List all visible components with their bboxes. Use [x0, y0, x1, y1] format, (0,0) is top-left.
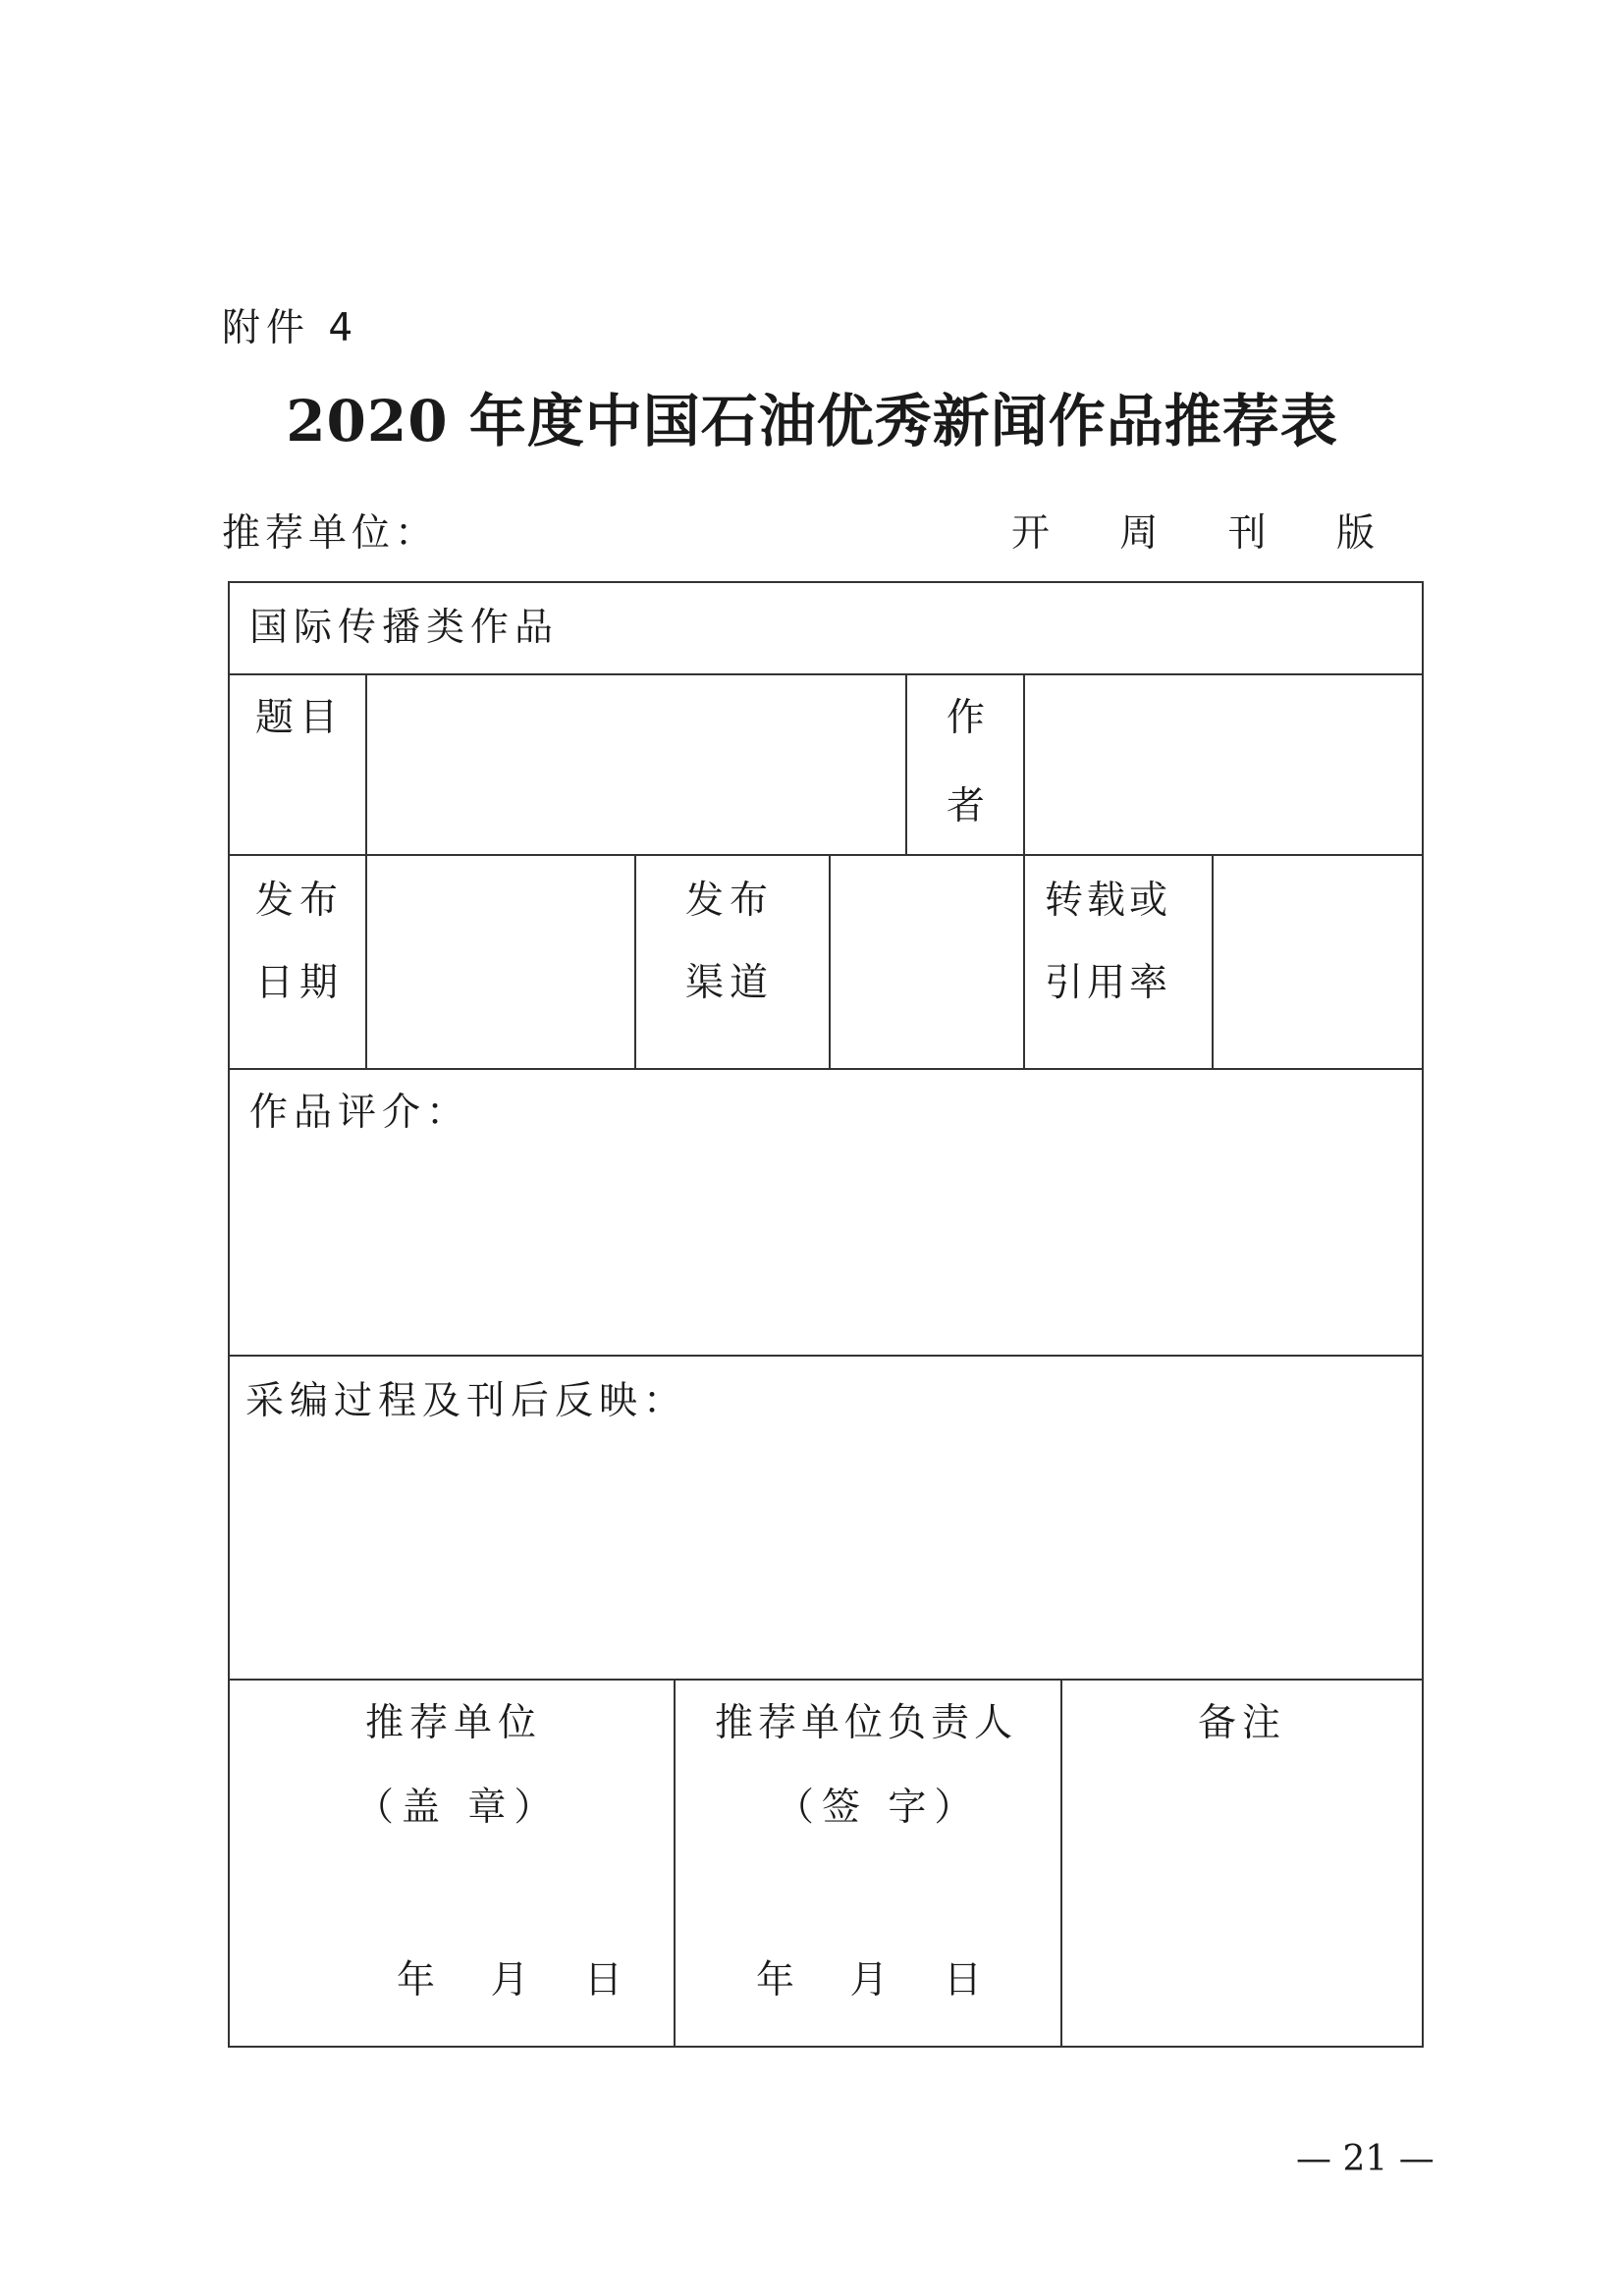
frequency-option-kai: 开	[1011, 511, 1051, 556]
publish-date-label-line-2: 日期	[255, 961, 345, 1005]
footer-unit-date[interactable]	[397, 1958, 623, 2002]
frequency-option-zhou: 周	[1119, 511, 1159, 556]
attachment-label: 附件 4	[222, 306, 359, 350]
table-border-right	[1422, 581, 1424, 2048]
category-label: 国际传播类作品	[249, 606, 560, 650]
recommendation-form-table	[228, 581, 1424, 2048]
footer-person-date[interactable]	[756, 1958, 982, 2002]
footer-unit-label: 推荐单位	[365, 1701, 543, 1745]
evaluation-label: 作品评介：	[249, 1091, 471, 1135]
publish-row-divider-3	[829, 854, 831, 1068]
reprint-value-cell[interactable]	[1214, 856, 1422, 1068]
author-label-line-2: 者	[947, 784, 986, 828]
footer-row-divider-1	[674, 1679, 676, 2048]
date-day-label: 日	[583, 1958, 623, 2002]
footer-remark-label: 备注	[1198, 1701, 1287, 1745]
process-value-cell[interactable]	[230, 1437, 1422, 1679]
frequency-option-kan: 刊	[1227, 511, 1267, 556]
author-label-line-1: 作	[947, 696, 986, 740]
date-year-label: 年	[397, 1958, 436, 2002]
author-value-cell[interactable]	[1025, 675, 1422, 854]
footer-person-signature: （签 字）	[776, 1786, 981, 1830]
footer-person-label: 推荐单位负责人	[715, 1701, 1018, 1745]
publish-date-label-line-1: 发布	[255, 879, 345, 923]
table-border-bottom	[228, 2046, 1424, 2048]
title-row-divider-2	[905, 673, 907, 854]
frequency-option-ban: 版	[1335, 511, 1375, 556]
title-label: 题目	[255, 696, 345, 740]
title-value-cell[interactable]	[367, 675, 905, 854]
table-border-top	[228, 581, 1424, 583]
table-rule-after-process	[228, 1679, 1424, 1681]
recommend-unit-label: 推荐单位：	[222, 511, 439, 556]
document-title: 2020 年度中国石油优秀新闻作品推荐表	[286, 388, 1338, 454]
table-rule-after-evaluation	[228, 1355, 1424, 1357]
publish-date-value-cell[interactable]	[367, 856, 634, 1068]
table-rule-after-publish	[228, 1068, 1424, 1070]
date-month-label: 月	[849, 1958, 889, 2002]
evaluation-value-cell[interactable]	[230, 1148, 1422, 1355]
footer-remark-value-cell[interactable]	[1062, 1759, 1422, 2046]
date-day-label: 日	[943, 1958, 982, 2002]
publish-channel-value-cell[interactable]	[636, 856, 829, 1068]
publish-row-divider-4	[1023, 854, 1025, 1068]
reprint-label-line-2: 引用率	[1045, 961, 1172, 1005]
frequency-options	[1011, 511, 1375, 556]
reprint-label-line-1: 转载或	[1045, 879, 1172, 923]
date-year-label: 年	[756, 1958, 795, 2002]
date-month-label: 月	[490, 1958, 529, 2002]
process-label: 采编过程及刊后反映：	[245, 1379, 688, 1423]
publish-channel-label-line-1: 发布	[685, 879, 775, 923]
footer-unit-seal: （盖 章）	[355, 1786, 561, 1830]
publish-channel-label-line-2: 渠道	[685, 961, 775, 1005]
page-number: — 21 —	[1296, 2139, 1435, 2179]
